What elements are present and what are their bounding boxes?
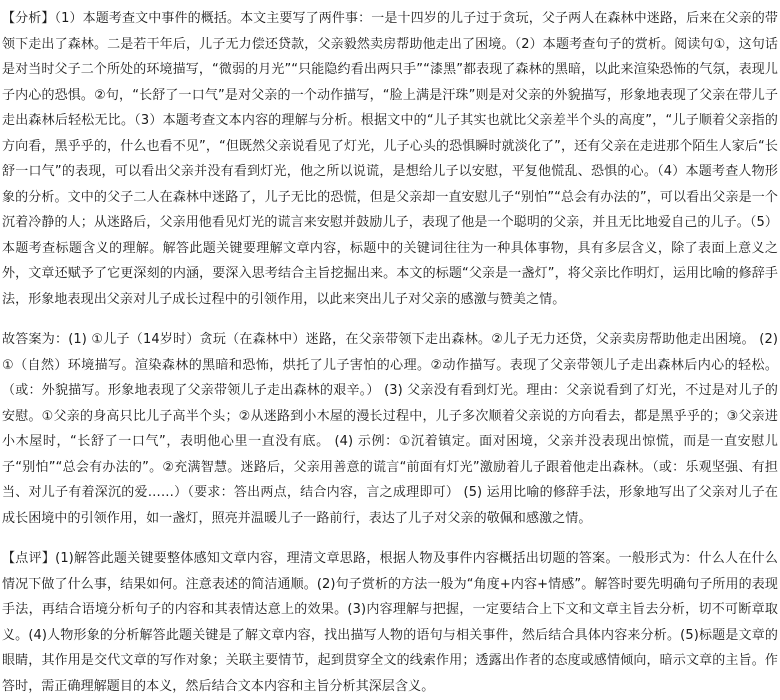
analysis-paragraph: 【分析】（1）本题考查文中事件的概括。本文主要写了两件事：一是十四岁的儿子过于贪玩，父子两人在森林中迷路，后来在父亲的带领下走出了森林。二是若干年后，儿子无力偿还贷款，父亲毅然卖房帮助他走出了困境。（2）本题考查句子的赏析。阅读句①，这句话是对当时父子二个所处的环境描写，“微弱的月光”“只能隐约看出两只手”“漆黑”都表现了森林的黑暗，以此来渲染恐怖的气氛，表现儿子内心的恐惧。②句，“长舒了一口气”是对父亲的一个动作描写，“脸上满是汗珠”则是对父亲的外貌描写，形象地表现了父亲在带儿子走出森林后轻松无比。（3）本题考查文本内容的理解与分析。根据文中的“儿子其实也就比父亲差半个头的高度”，“儿子顺着父亲指的方向看，黑乎乎的，什么也看不见”，“但既然父亲说看见了灯光，儿子心头的恐惧瞬时就淡化了”，还有父亲在走进那个陌生人家后“长舒一口气”的表现，可以看出父亲并没有看到灯光，他之所以说谎，是想给儿子以安慰，平复他慌乱、恐惧的心。（4）本题考查人物形象的分析。文中的父子二人在森林中迷路了，儿子无比的恐慌，但是父亲却一直安慰儿子“别怕”“总会有办法的”，可以看出父亲是一个沉着冷静的人；从迷路后，父亲用他看见灯光的谎言来安慰并鼓励儿子，表现了他是一个聪明的父亲，并且无比地爱自己的儿子。（5）本题考查标题含义的理解。解答此题关键要理解文章内容，标题中的关键词往往为一种具体事物，具有多层含义，除了表面上意义之外，文章还赋予了它更深刻的内涵，要深入思考结合主旨挖掘出来。本文的标题“父亲是一盏灯”，将父亲比作明灯，运用比喻的修辞手法，形象地表现出父亲对儿子成长过程中的引领作用，以此来突出儿子对父亲的感激与赞美之情。 — [2, 11, 778, 307]
answer-paragraph: 故答案为：(1) ①儿子（14岁时）贪玩（在森林中）迷路，在父亲带领下走出森林。②儿子无力还贷，父亲卖房帮助他走出困境。 (2) ①（自然）环境描写。渲染森林的黑暗和恐怖，烘托了儿子害怕的心理。②动作描写。表现了父亲带领儿子走出森林后内心的轻松。（或：外貌描写。形象地表现了父亲带领儿子走出森林的艰辛。） (3) 父亲没有看到灯光。理由：父亲说看到了灯光，不过是对儿子的安慰。①父亲的身高只比儿子高半个头；②从迷路到小木屋的漫长过程中，儿子多次顺着父亲说的方向看去，都是黑乎乎的；③父亲进小木屋时，“长舒了一口气”，表明他心里一直没有底。 (4) 示例：①沉着镇定。面对困境，父亲并没表现出惊慌，而是一直安慰儿子“别怕”“总会有办法的”。②充满智慧。迷路后，父亲用善意的谎言“前面有灯光”激励着儿子跟着他走出森林。（或：乐观坚强、有担当、对儿子有着深沉的爱……）（要求：答出两点，结合内容，言之成理即可） (5) 运用比喻的修辞手法，形象地写出了父亲对儿子在成长困境中的引领作用，如一盏灯，照亮并温暖儿子一路前行，表达了儿子对父亲的敬佩和感激之情。 — [2, 332, 778, 526]
comment-paragraph: 【点评】(1)解答此题关键要整体感知文章内容，理清文章思路，根据人物及事件内容概括出切题的答案。一般形式为：什么人在什么情况下做了什么事，结果如何。注意表述的简洁通顺。(2)句子赏析的方法一般为“角度+内容+情感”。解答时要先明确句子所用的表现手法，再结合语境分析句子的内容和其表情达意上的效果。(3)内容理解与把握，一定要结合上下文和文章主旨去分析，切不可断章取义。(4)人物形象的分析解答此题关键是了解文章内容，找出描写人物的语句与相关事件，然后结合具体内容来分析。(5)标题是文章的眼睛，其作用是交代文章的写作对象；关联主要情节，起到贯穿全文的线索作用；透露出作者的态度或感情倾向，暗示文章的主旨。作答时，需正确理解题目的本义，然后结合文本内容和主旨分析其深层含义。 — [2, 551, 778, 694]
